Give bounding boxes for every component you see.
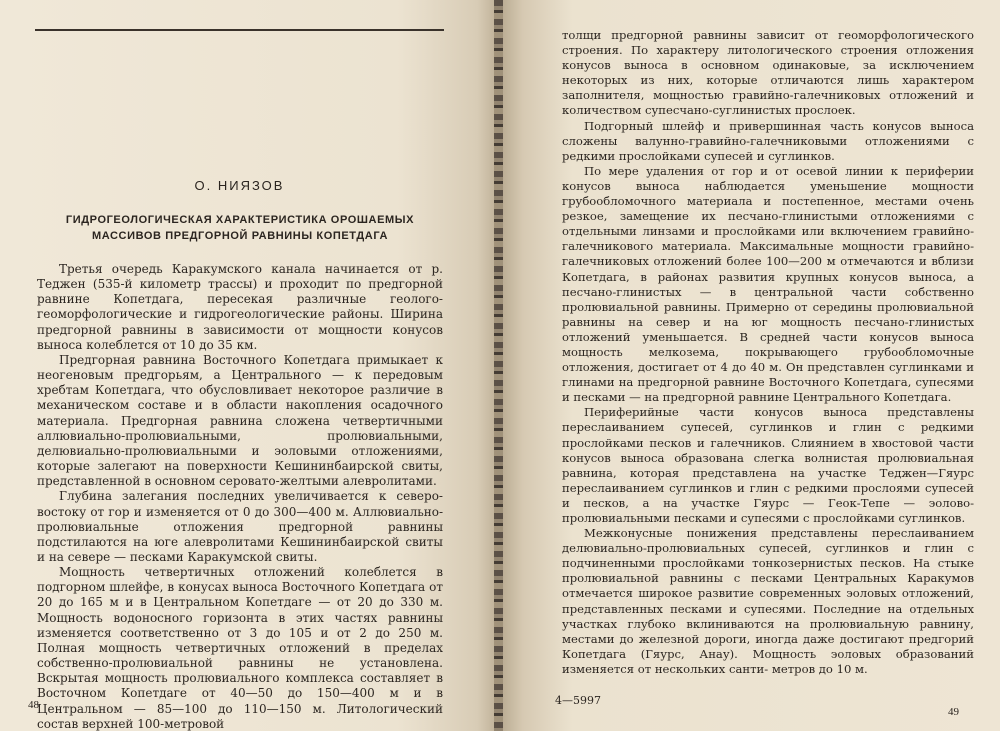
- page-number-right: 49: [948, 706, 959, 718]
- paragraph: Глубина залегания последних увеличивается к северо-востоку от гор и изменяется от 0 до 300—400 м. Аллювиально-пролювиальные отложения предгорной равнины подстилаются на юге алевролитами Кешининбаирской свиты и на севере — песками Каракумской свиты.: [37, 489, 443, 564]
- paragraph: толщи предгорной равнины зависит от геоморфологического строения. По характеру литологического строения отложения конусов выноса в основном одинаковые, за исключением некоторых из них, которые отличаются лишь характером заполнителя, мощностью гравийно-галечниковых отложений и количеством супесчано-суглинистых прослоек.: [562, 28, 974, 118]
- paragraph: Мощность четвертичных отложений колеблется в подгорном шлейфе, в конусах выноса Восточного Копетдага от 20 до 165 м и в Центральном Копетдаге — от 20 до 330 м. Мощность водоносного горизонта в этих частях равнины изменяется соответственно от 3 до 105 и от 2 до 250 м. Полная мощность четвертичных отложений в пределах собственно-пролювиальной равнины не установлена. Вскрытая мощность пролювиального комплекса составляет в Восточном Копетдаге от 40—50 до 150—400 м и в Центральном — 85—100 до 110—150 м. Литологический состав верхней 100-метровой: [37, 565, 443, 731]
- paragraph: Периферийные части конусов выноса представлены переслаиванием супесей, суглинков и глин с редкими прослойками песков и галечников. Слиянием в хвостовой части конусов выноса образована слегка волнистая пролювиальная равнина, которая представлена на участке Теджен—Гяурс переслаиванием суглинков и глин с редкими прослоями супесей и песков, а на участке Гяурс — Геок-Тепе — эолово-пролювиальными песками и супесями с прослойками суглинков.: [562, 405, 974, 525]
- paragraph: Межконусные понижения представлены переслаиванием делювиально-пролювиальных супесей, суглинков и глин с подчиненными прослойками тонкозернистых песков. На стыке пролювиальной равнины с песками Центральных Каракумов отмечается широкое развитие современных эоловых отложений, представленных песками и супесями. Последние на отдельных участках глубоко вклиниваются на пролювиальную равнину, местами до железной дороги, иногда даже достигают предгорий Копетдага (Гяурс, Анау). Мощность эоловых образований изменяется от нескольких санти- метров до 10 м.: [562, 526, 974, 676]
- paragraph: Подгорный шлейф и привершинная часть конусов выноса сложены валунно-гравийно-галечниковыми отложениями с редкими прослойками супесей и суглинков.: [562, 118, 974, 163]
- article-title: [40, 212, 440, 244]
- signature-mark: 4—5997: [555, 694, 601, 707]
- paragraph: По мере удаления от гор и от осевой линии к периферии конусов выноса наблюдается уменьшение мощности грубообломочного материала и постепенное, местами очень резкое, замещение их песчано-глинистыми отложениями с отдельными линзами и прослойками или включением гравийно-галечникового материала. Максимальные мощности гравийно-галечниковых отложений более 100—200 м отмечаются и вблизи Копетдага, в районах развития крупных конусов выноса, а песчано-глинистых — в центральной части собственно пролювиальной равнины. Примерно от середины пролювиальной равнины на север и на юг мощность песчано-глинистых отложений уменьшается. В средней части конусов выноса мощность мелкозема, покрывающего грубообломочные отложения, достигает от 4 до 40 м. Он представлен суглинками и глинами на предгорной равнине Восточного Копетдага, супесями и песками — на предгорной равнине Центрального Копетдага.: [562, 163, 974, 405]
- paragraph: Третья очередь Каракумского канала начинается от р. Теджен (535-й километр трассы) и проходит по предгорной равнине Копетдага, пересекая различные геолого-геоморфологические и гидрогеологические районы. Ширина предгорной равнины в зависимости от мощности конусов выноса колеблется от 10 до 35 км.: [37, 262, 443, 352]
- left-text-column: [37, 262, 443, 731]
- author-name: О. НИЯЗОВ: [194, 178, 285, 193]
- left-page: [0, 0, 497, 731]
- top-rule: [35, 29, 444, 31]
- article-title-line: ГИДРОГЕОЛОГИЧЕСКАЯ ХАРАКТЕРИСТИКА ОРОШАЕМЫХ: [65, 214, 415, 226]
- article-title-line: МАССИВОВ ПРЕДГОРНОЙ РАВНИНЫ КОПЕТДАГА: [91, 230, 389, 242]
- page-number-left: 48: [28, 699, 39, 711]
- right-text-column: [562, 28, 974, 677]
- paragraph: Предгорная равнина Восточного Копетдага примыкает к неогеновым предгорьям, а Центрального — к передовым хребтам Копетдага, что обусловливает некоторое различие в механическом составе и в области накопления осадочного материала. Предгорная равнина сложена четвертичными аллювиально-пролювиальными, пролювиальными, делювиально-пролювиальными и эоловыми отложениями, которые залегают на поверхности Кешининбаирской свиты, представленной в основном серовато-желтыми алевролитами.: [37, 352, 443, 489]
